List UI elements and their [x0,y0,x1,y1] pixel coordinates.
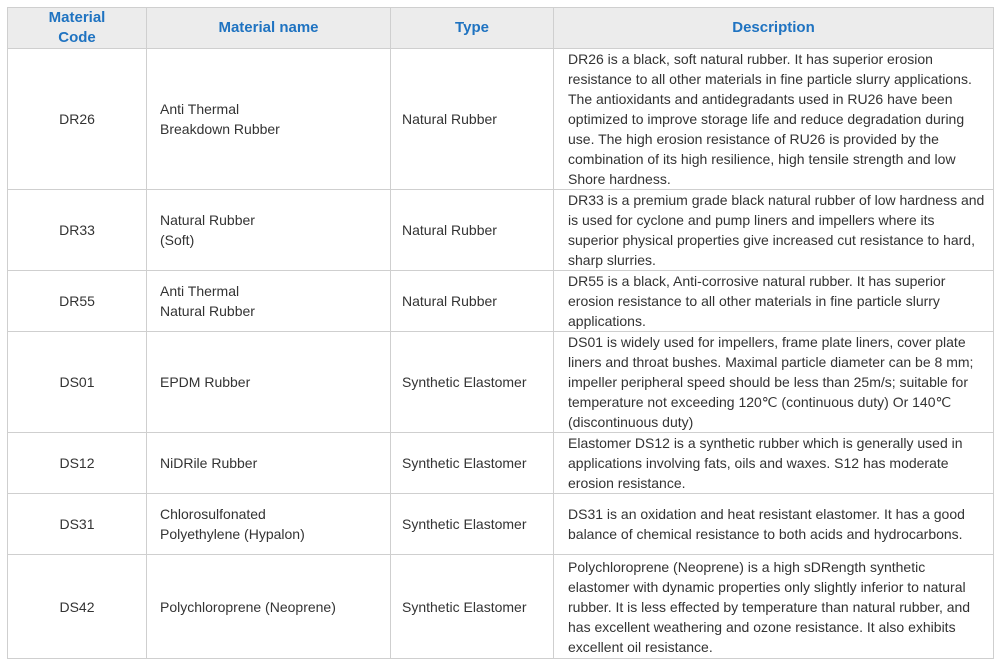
cell-name [147,190,391,271]
table-row [8,555,994,659]
header-code-line2: Code [58,29,96,46]
header-material-code [8,8,147,49]
cell-description: DR33 is a premium grade black natural rubber of low hardness and is used for cyclone and pump liners and impellers where its superior physical properties give increased cut resistance to hard, sharp slurries. [554,190,994,271]
name-line1: Anti Thermal [160,283,240,299]
cell-name [147,433,391,494]
cell-code: DR26 [8,49,147,190]
name-line1: Polychloroprene (Neoprene) [160,598,336,615]
cell-code: DS42 [8,555,147,659]
cell-type: Synthetic Elastomer [391,433,554,494]
cell-code: DS01 [8,332,147,433]
cell-code: DS31 [8,494,147,555]
cell-description: DR26 is a black, soft natural rubber. It has superior erosion resistance to all other materials in fine particle slurry applications. The antioxidants and antidegradants used in RU26 have been optimized to improve storage life and reduce degradation during use. The high erosion resistance of RU26 is provided by the combination of its high resilience, high tensile strength and low Shore hardness. [554,49,994,190]
cell-name [147,494,391,555]
materials-table [7,7,994,659]
cell-type: Synthetic Elastomer [391,555,554,659]
cell-name [147,271,391,332]
name-line2: (Soft) [160,232,195,248]
cell-description: DS31 is an oxidation and heat resistant elastomer. It has a good balance of chemical resistance to both acids and hydrocarbons. [554,494,994,555]
name-line2: Breakdown Rubber [160,121,280,137]
cell-description: Polychloroprene (Neoprene) is a high sDRength synthetic elastomer with dynamic properties only slightly inferior to natural rubber. It is less effected by temperature than natural rubber, and has excellent weathering and ozone resistance. It also exhibits excellent oil resistance. [554,555,994,659]
header-code-line1: Material [48,9,106,26]
table-row [8,271,994,332]
table-row [8,494,994,555]
cell-description: Elastomer DS12 is a synthetic rubber which is generally used in applications involving fats, oils and waxes. S12 has moderate erosion resistance. [554,433,994,494]
table-row [8,332,994,433]
cell-type: Natural Rubber [391,271,554,332]
table-row [8,190,994,271]
cell-description: DR55 is a black, Anti-corrosive natural rubber. It has superior erosion resistance to all other materials in fine particle slurry applications. [554,271,994,332]
name-line1: EPDM Rubber [160,374,251,390]
name-line1: NiDRile Rubber [160,455,258,471]
header-type: Type [391,8,554,49]
cell-code: DR33 [8,190,147,271]
name-line1: Natural Rubber [160,212,255,228]
name-line1: Anti Thermal [160,101,240,117]
cell-name [147,49,391,190]
cell-type: Natural Rubber [391,49,554,190]
cell-description: DS01 is widely used for impellers, frame plate liners, cover plate liners and throat bushes. Maximal particle diameter can be 8 mm; impeller peripheral speed should be less than 25m/s; suitable for temperature not exceeding 120℃ (continuous duty) Or 140℃ (discontinuous duty) [554,332,994,433]
table-row [8,433,994,494]
header-description: Description [554,8,994,49]
cell-type: Synthetic Elastomer [391,494,554,555]
name-line1: Chlorosulfonated [160,506,266,522]
table-row [8,49,994,190]
cell-code: DS12 [8,433,147,494]
cell-name [147,332,391,433]
cell-type: Natural Rubber [391,190,554,271]
table-header-row [8,8,994,49]
name-line2: Natural Rubber [160,303,255,319]
cell-code: DR55 [8,271,147,332]
header-material-name: Material name [147,8,391,49]
name-line2: Polyethylene (Hypalon) [160,526,305,542]
cell-name [147,555,391,659]
cell-type: Synthetic Elastomer [391,332,554,433]
